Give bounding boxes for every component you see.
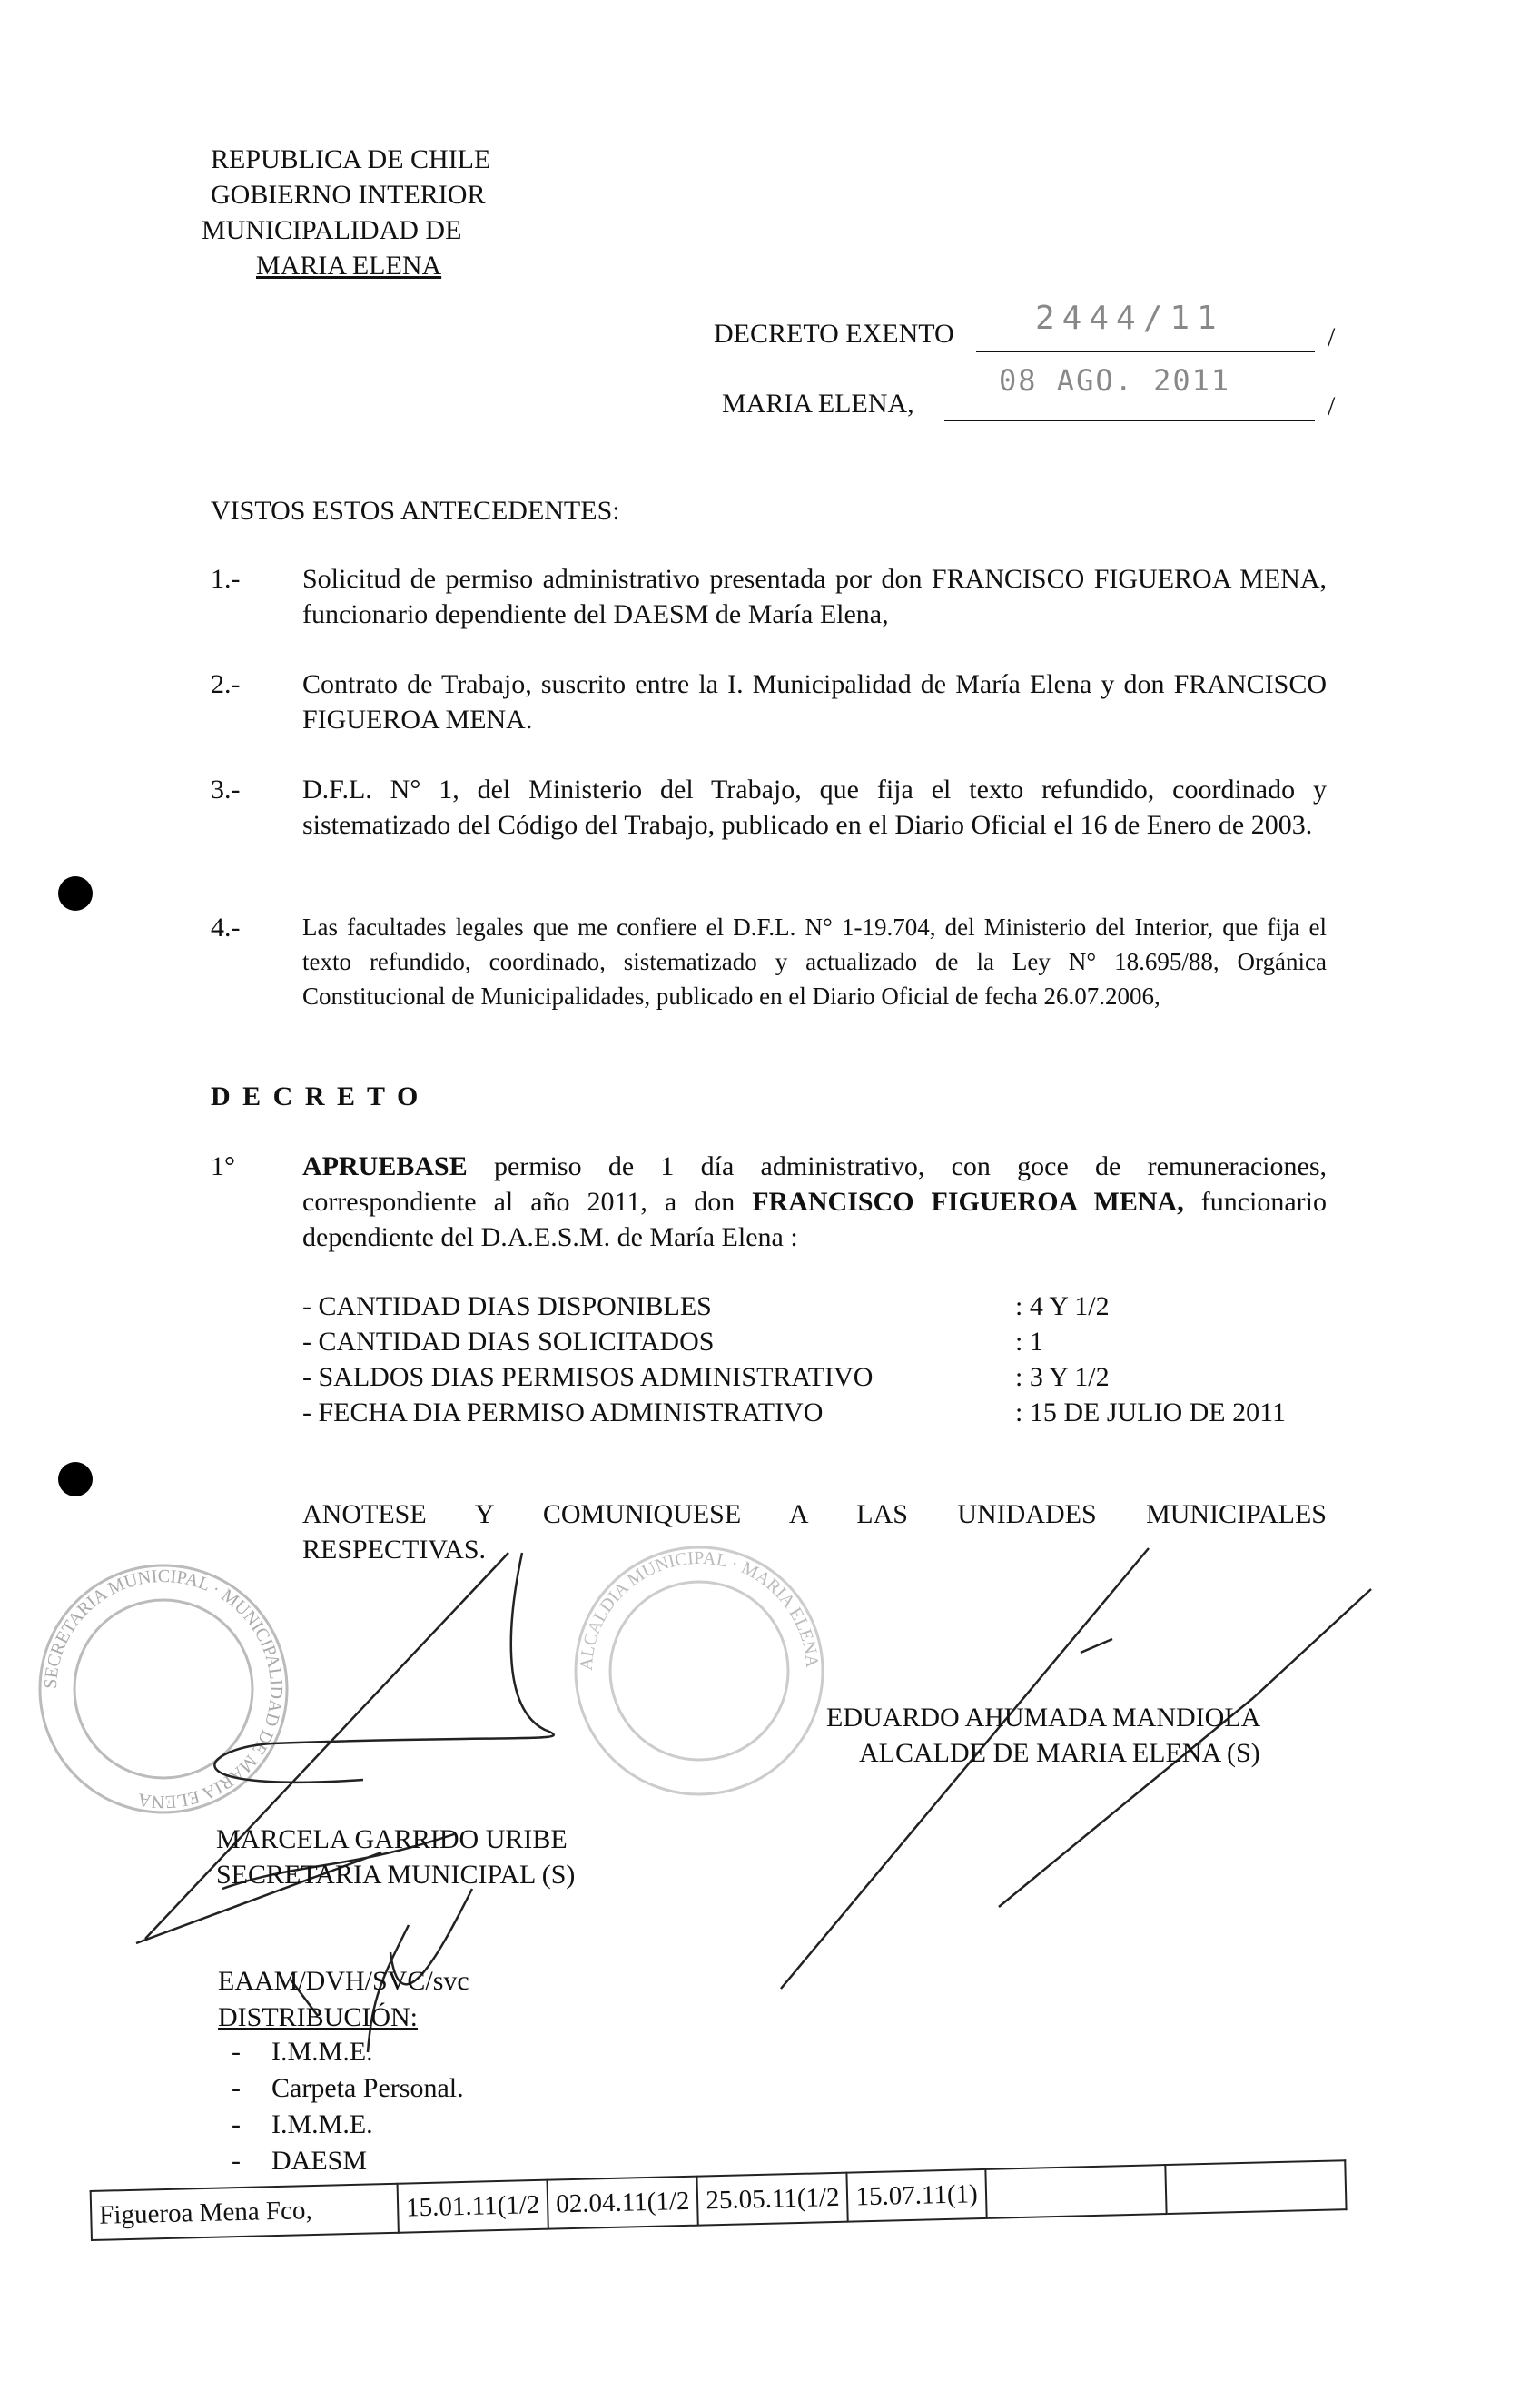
alcalde-name: EDUARDO AHUMADA MANDIOLA	[826, 1703, 1261, 1733]
detail-row	[302, 1289, 1286, 1324]
table-cell: 15.07.11(1)	[847, 2169, 987, 2222]
detail-row	[302, 1324, 1286, 1359]
secretaria-seal	[40, 1565, 287, 1812]
letterhead-line: REPUBLICA DE CHILE	[211, 144, 491, 174]
detail-row	[302, 1359, 1286, 1395]
decreto-article	[302, 1149, 1327, 1255]
date-stamp: 08 AGO. 2011	[999, 363, 1231, 398]
vistos-num: 3.-	[211, 775, 241, 805]
letterhead-line: MUNICIPALIDAD DE	[202, 215, 462, 245]
decreto-title: D E C R E T O	[211, 1081, 421, 1111]
article-text: funcionario dependiente del D.A.E.S.M. de María Elena :	[302, 1187, 1327, 1252]
letterhead-line: MARIA ELENA	[256, 251, 442, 281]
date-line	[944, 420, 1315, 421]
distribution-item: - I.M.M.E.	[232, 2109, 373, 2139]
decree-number-line	[976, 351, 1315, 352]
secretaria-name: MARCELA GARRIDO URIBE	[216, 1824, 568, 1854]
vistos-item: D.F.L. N° 1, del Ministerio del Trabajo, que fija el texto refundido, coordinado y sistematizado del Código del Trabajo, publicado en el Diario Oficial el 16 de Enero de 2003.	[302, 775, 1327, 840]
details-list	[302, 1289, 1286, 1430]
vistos-title: VISTOS ESTOS ANTECEDENTES:	[211, 496, 620, 526]
place-label: MARIA ELENA,	[722, 389, 914, 419]
seal-text-path: SECRETARIA MUNICIPAL · MUNICIPALIDAD DE MARIA ELENA	[40, 1565, 287, 1812]
table-cell: Figueroa Mena Fco,	[91, 2184, 399, 2240]
detail-row	[302, 1395, 1286, 1430]
detail-value: : 3 Y 1/2	[1015, 1362, 1110, 1392]
secretaria-title: SECRETARIA MUNICIPAL (S)	[216, 1860, 576, 1890]
table-cell: 25.05.11(1/2	[697, 2173, 848, 2226]
vistos-num: 4.-	[211, 913, 241, 943]
slash: /	[1328, 322, 1336, 352]
decree-number-stamp: 2444/11	[1035, 300, 1224, 337]
initials: EAAM/DVH/SVC/svc	[218, 1966, 469, 1996]
table-cell	[1165, 2160, 1346, 2214]
alcalde-title: ALCALDE DE MARIA ELENA (S)	[859, 1738, 1260, 1768]
vistos-num: 2.-	[211, 669, 241, 699]
vistos-item: Las facultades legales que me confiere el D.F.L. N° 1-19.704, del Ministerio del Interior, que fija el texto refundido, coordinado, sistematizado y actualizado de la Ley N° 18.695/88, Orgánica Constitucional de Municipalidades, publicado en el Diario Oficial de fecha 26.07.2006,	[302, 914, 1327, 1010]
distribution-item: - Carpeta Personal.	[232, 2073, 464, 2103]
decreto-num: 1°	[211, 1151, 235, 1181]
table-cell	[985, 2165, 1166, 2218]
distribution-title: DISTRIBUCIÓN:	[218, 2002, 419, 2032]
slash: /	[1328, 391, 1336, 421]
alcaldia-seal	[576, 1547, 823, 1794]
detail-value: : 1	[1015, 1327, 1043, 1357]
distribution-list	[232, 2034, 464, 2179]
closing-text: ANOTESE Y COMUNIQUESE A LAS UNIDADES MUNICIPALES RESPECTIVAS.	[302, 1499, 1327, 1565]
detail-label: - SALDOS DIAS PERMISOS ADMINISTRATIVO	[302, 1362, 874, 1392]
distribution-item: - DAESM	[232, 2146, 368, 2176]
article-text: permiso de 1 día administrativo, con goce de remuneraciones, correspondiente al año 2011, a don	[302, 1151, 1327, 1217]
detail-value: : 15 DE JULIO DE 2011	[1015, 1397, 1287, 1427]
letterhead-line: GOBIERNO INTERIOR	[211, 180, 486, 210]
detail-label: - CANTIDAD DIAS DISPONIBLES	[302, 1291, 712, 1321]
approve-keyword: APRUEBASE	[302, 1151, 468, 1181]
binder-hole	[58, 876, 93, 911]
detail-label: - CANTIDAD DIAS SOLICITADOS	[302, 1327, 715, 1357]
seal-text-path: ALCALDIA MUNICIPAL · MARIA ELENA	[576, 1547, 823, 1672]
secretaria-signature	[136, 1553, 554, 1984]
vistos-num: 1.-	[211, 564, 241, 594]
table-cell: 02.04.11(1/2	[548, 2177, 698, 2229]
employee-name: FRANCISCO FIGUEROA MENA,	[752, 1187, 1184, 1217]
table-cell: 15.01.11(1/2	[398, 2180, 548, 2233]
decree-label: DECRETO EXENTO	[714, 319, 954, 349]
vistos-item: Solicitud de permiso administrativo presentada por don FRANCISCO FIGUEROA MENA, funcionario dependiente del DAESM de María Elena,	[302, 564, 1327, 629]
binder-hole	[58, 1462, 93, 1496]
distribution-item: - I.M.M.E.	[232, 2037, 373, 2067]
seal-text	[41, 1566, 286, 1812]
detail-label: - FECHA DIA PERMISO ADMINISTRATIVO	[302, 1397, 824, 1427]
letterhead	[202, 142, 491, 283]
vistos-item: Contrato de Trabajo, suscrito entre la I. Municipalidad de María Elena y don FRANCISCO FIGUEROA MENA.	[302, 669, 1327, 735]
detail-value: : 4 Y 1/2	[1015, 1291, 1110, 1321]
